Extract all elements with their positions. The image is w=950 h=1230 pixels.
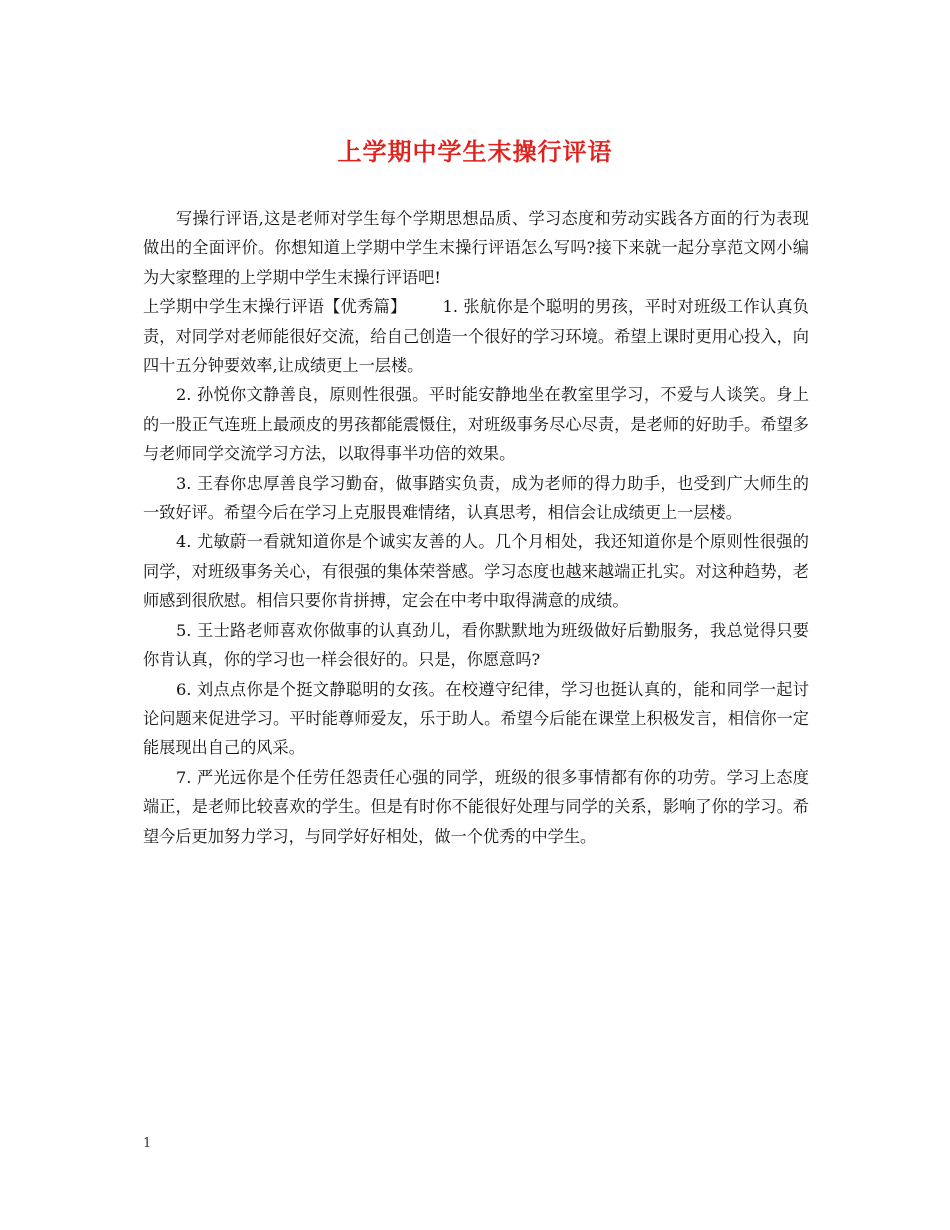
section-heading: 上学期中学生末操行评语【优秀篇】 (143, 297, 407, 317)
page-title: 上学期中学生末操行评语 (337, 137, 613, 166)
comment-2: 2. 孙悦你文静善良，原则性很强。平时能安静地坐在教室里学习，不爱与人谈笑。身上的一股正气连班上最顽皮的男孩都能震慑住，对班级事务尽心尽责，是老师的好助手。希望多与老师同学交流学习方法，以取得事半功倍的效果。 (143, 385, 809, 464)
intro-paragraph: 写操行评语,这是老师对学生每个学期思想品质、学习态度和劳动实践各方面的行为表现做出的全面评价。你想知道上学期中学生末操行评语怎么写吗?接下来就一起分享范文网小编为大家整理的上学期中学生末操行评语吧! (143, 209, 809, 287)
comment-6: 6. 刘点点你是个挺文静聪明的女孩。在校遵守纪律，学习也挺认真的，能和同学一起讨论问题来促进学习。平时能尊师爱友，乐于助人。希望今后能在课堂上积极发言，相信你一定能展现出自己的风采。 (143, 679, 809, 758)
comment-7: 7. 严光远你是个任劳任怨责任心强的同学，班级的很多事情都有你的功劳。学习上态度端正，是老师比较喜欢的学生。但是有时你不能很好处理与同学的关系，影响了你的学习。希望今后更加努力学习，与同学好好相处，做一个优秀的中学生。 (143, 767, 809, 846)
page-number: 1 (143, 1136, 152, 1151)
first-comment-paragraph (143, 292, 809, 380)
comment-3: 3. 王春你忠厚善良学习勤奋，做事踏实负责，成为老师的得力助手，也受到广大师生的一致好评。希望今后在学习上克服畏难情绪，认真思考，相信会让成绩更上一层楼。 (143, 473, 809, 523)
document-body (143, 204, 809, 851)
comment-5: 5. 王士路老师喜欢你做事的认真劲儿，看你默默地为班级做好后勤服务，我总觉得只要你肯认真，你的学习也一样会很好的。只是，你愿意吗? (143, 620, 809, 670)
comment-1: 1. 张航你是个聪明的男孩，平时对班级工作认真负责，对同学对老师能很好交流，给自己创造一个很好的学习环境。希望上课时更用心投入，向四十五分钟要效率,让成绩更上一层楼。 (143, 297, 809, 376)
comment-4: 4. 尤敏蔚一看就知道你是个诚实友善的人。几个月相处，我还知道你是个原则性很强的同学，对班级事务关心，有很强的集体荣誉感。学习态度也越来越端正扎实。对这种趋势，老师感到很欣慰。相信只要你肯拼搏，定会在中考中取得满意的成绩。 (143, 532, 809, 611)
